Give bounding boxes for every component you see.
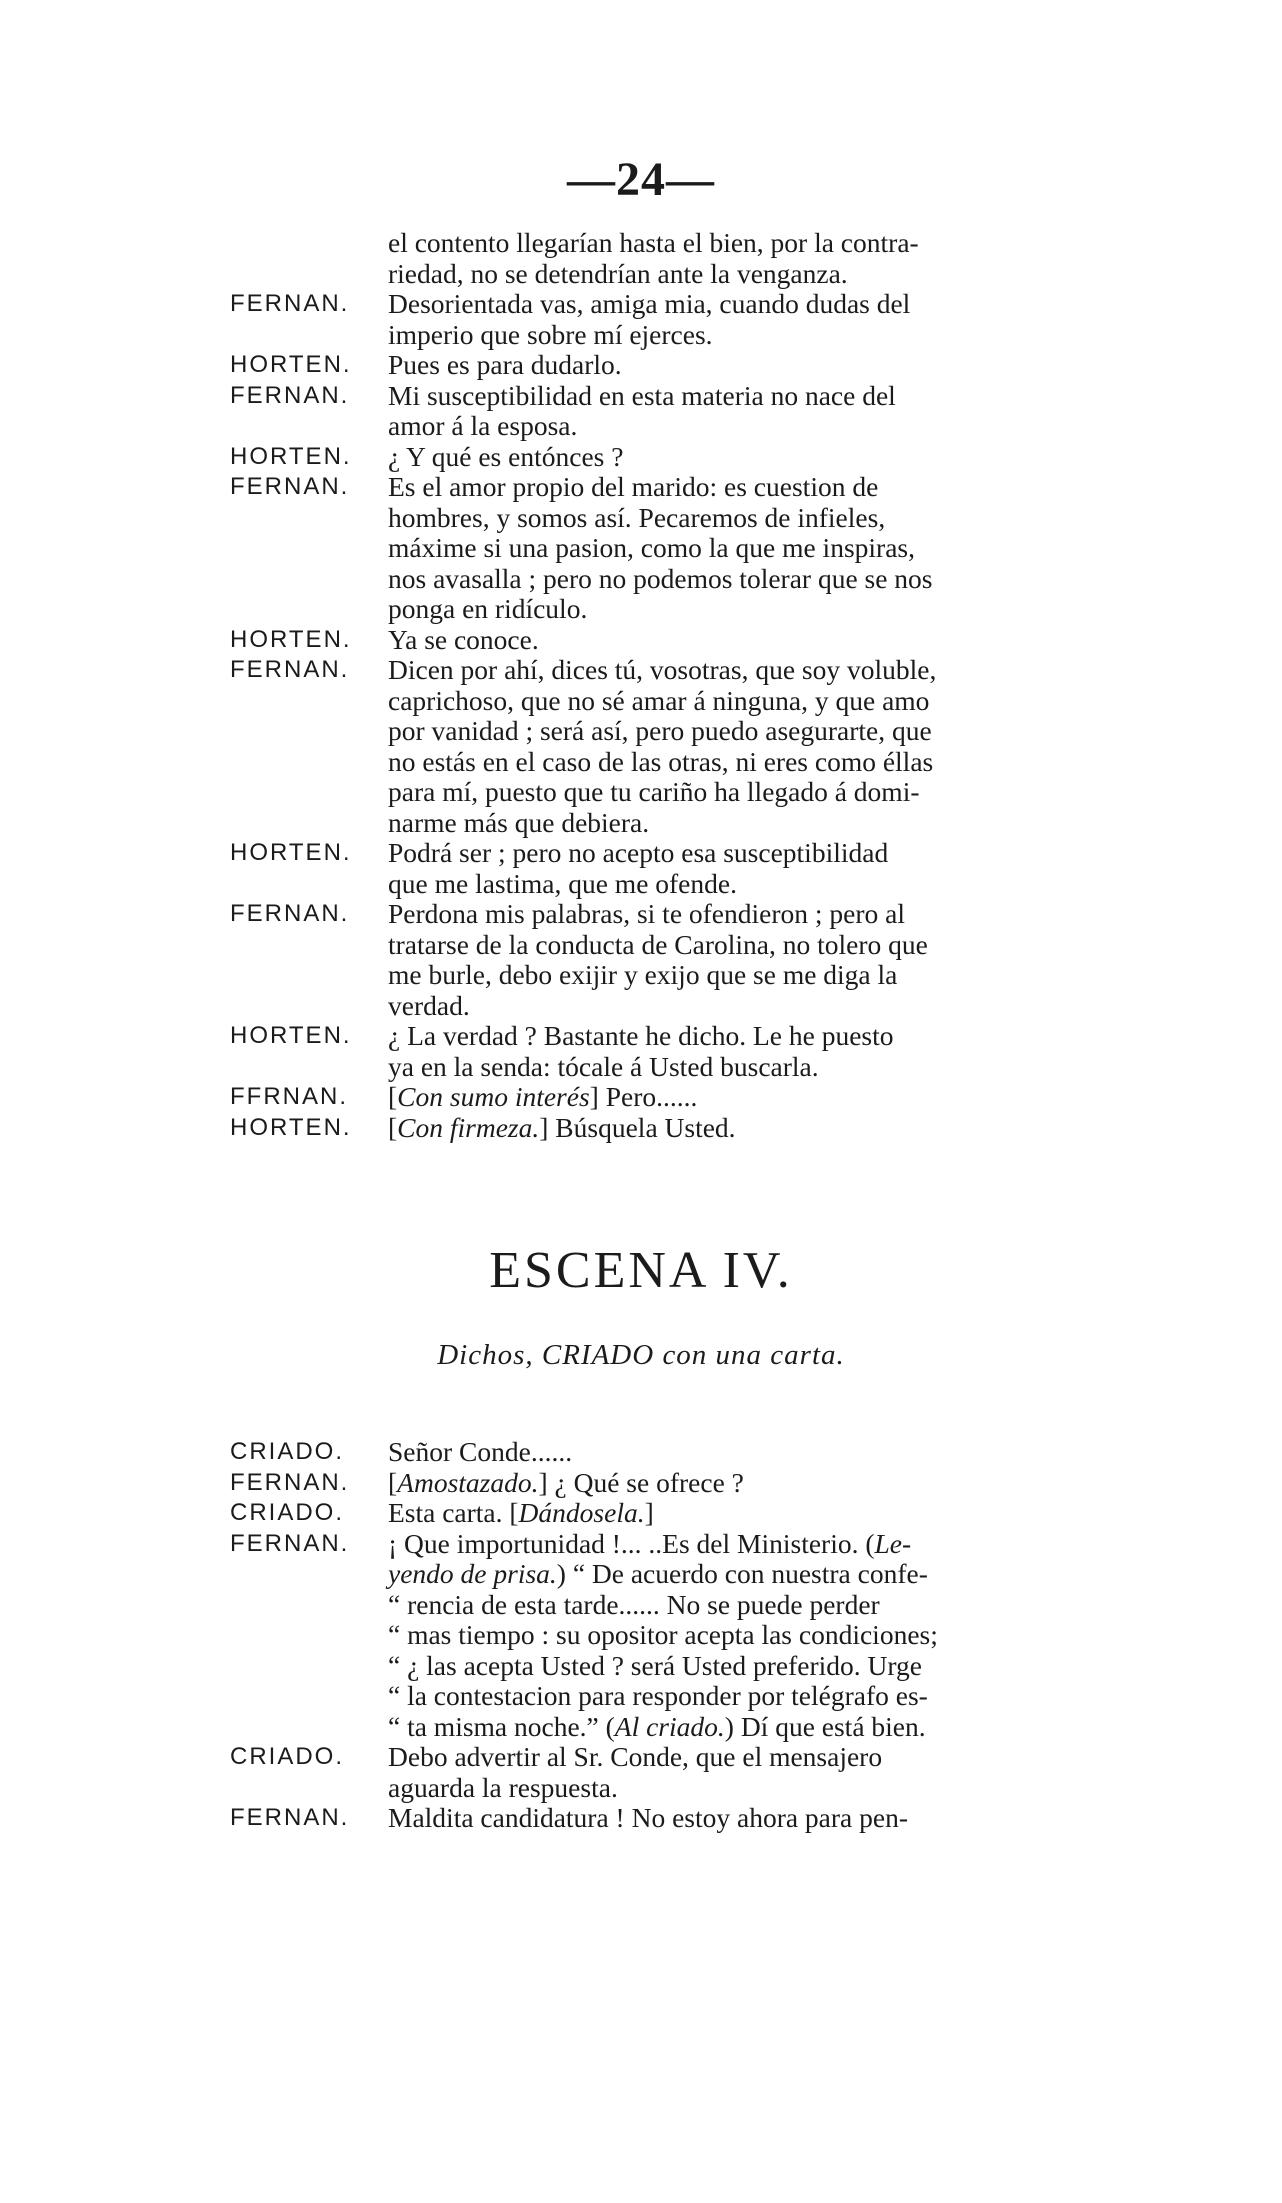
line-text: me burle, debo exijir y exijo que se me diga la: [388, 959, 898, 990]
speaker-name: FERNAN.: [230, 1529, 350, 1557]
line-text: ¿ Y qué es entónces ?: [388, 440, 624, 472]
stage-direction: Dándosela.: [518, 1497, 645, 1528]
line-text: Debo advertir al Sr. Conde, que el mensajero: [388, 1741, 883, 1772]
line-text: para mí, puesto que tu cariño ha llegado á domi-: [388, 776, 920, 807]
stage-direction: yendo de prisa.: [388, 1558, 557, 1589]
line-text: nos avasalla ; pero no podemos tolerar que se nos: [388, 562, 933, 594]
line-text: [388, 1113, 736, 1144]
line-text: “ rencia de esta tarde...... No se puede perder: [388, 1588, 880, 1620]
line-text: el contento llegarían hasta el bien, por la contra-: [388, 227, 919, 258]
dialogue-line: [230, 259, 1210, 290]
dialogue-line: [230, 411, 1210, 442]
dialogue-line: [230, 564, 1210, 595]
speaker-name: FERNAN.: [230, 1804, 350, 1831]
speaker-name: HORTEN.: [230, 1113, 352, 1141]
stage-direction: Con sumo interés: [397, 1081, 590, 1112]
speaker-name: FERNAN.: [230, 473, 350, 500]
line-text: que me lastima, que me ofende.: [388, 867, 737, 899]
speaker-name: CRIADO.: [230, 1499, 345, 1526]
line-text-plain: ]: [644, 1497, 654, 1528]
line-text: [388, 1559, 928, 1590]
line-text: Ya se conoce.: [388, 623, 539, 655]
dialogue-line: [230, 1651, 1210, 1682]
dialogue-line: [230, 320, 1210, 351]
line-text-plain: ] ¿ Qué se ofrece ?: [538, 1466, 744, 1498]
line-text: Desorientada vas, amiga mia, cuando dudas del: [388, 288, 911, 319]
speaker-name: HORTEN.: [230, 625, 352, 653]
speaker-name: HORTEN.: [230, 442, 352, 470]
dialogue-line: [230, 1742, 1210, 1773]
stage-direction: Amostazado.: [397, 1466, 539, 1498]
line-text: “ la contestacion para responder por telégrafo es-: [388, 1680, 928, 1711]
line-text: ponga en ridículo.: [388, 593, 588, 624]
speaker-name: FERNAN.: [230, 900, 350, 927]
line-text: Pues es para dudarlo.: [388, 349, 622, 380]
dialogue-line: [230, 869, 1210, 900]
dialogue-line: [230, 1590, 1210, 1621]
dialogue-line: [230, 838, 1210, 869]
line-text: tratarse de la conducta de Carolina, no tolero que: [388, 928, 928, 960]
dialogue-line: [230, 350, 1210, 381]
line-text-plain: ] Búsquela Usted.: [539, 1111, 736, 1143]
dialogue-line: [230, 1052, 1210, 1083]
dialogue-line: [230, 228, 1210, 259]
line-text: “ ¿ las acepta Usted ? será Usted preferido. Urge: [388, 1649, 922, 1681]
line-text-plain: ) “ De acuerdo con nuestra confe-: [556, 1558, 928, 1589]
dialogue-line: [230, 625, 1210, 656]
dialogue-line: [230, 1113, 1210, 1144]
speaker-name: FERNAN.: [230, 381, 350, 409]
speaker-name: FFRNAN.: [230, 1083, 348, 1110]
dialogue-line: [230, 1529, 1210, 1560]
dialogue-line: [230, 991, 1210, 1022]
line-text-plain: ] Pero......: [589, 1081, 698, 1112]
line-text-plain: “ ta misma noche.” (: [388, 1710, 615, 1742]
dialogue-line: [230, 930, 1210, 961]
dialogue-line: [230, 808, 1210, 839]
line-text: Mi susceptibilidad en esta materia no nace del: [388, 379, 896, 411]
dialogue-line: [230, 1498, 1210, 1529]
line-text-plain: [: [388, 1081, 398, 1112]
line-text: [388, 1498, 654, 1529]
stage-direction: Con firmeza.: [397, 1111, 540, 1143]
dialogue-line: [230, 1773, 1210, 1804]
line-text: riedad, no se detendrían ante la venganza.: [388, 257, 848, 289]
speaker-name: FERNAN.: [230, 1468, 350, 1496]
scene-title: ESCENA IV.: [489, 1242, 793, 1299]
dialogue-line: [230, 1082, 1210, 1113]
dialogue-line: [230, 442, 1210, 473]
line-text: verdad.: [388, 989, 470, 1021]
line-text: [388, 1468, 744, 1499]
speaker-name: HORTEN.: [230, 351, 352, 378]
dialogue-block-top: [230, 228, 1210, 1143]
line-text: Señor Conde......: [388, 1436, 573, 1467]
dialogue-line: [230, 716, 1210, 747]
line-text-plain: [: [388, 1466, 398, 1498]
dialogue-line: [230, 381, 1210, 412]
line-text: imperio que sobre mí ejerces.: [388, 318, 713, 350]
speaker-name: FERNAN.: [230, 290, 350, 317]
dialogue-line: [230, 1437, 1210, 1468]
dialogue-line: [230, 1559, 1210, 1590]
line-text-plain: Esta carta. [: [388, 1497, 519, 1528]
dialogue-line: [230, 472, 1210, 503]
dialogue-line: [230, 1712, 1210, 1743]
line-text: por vanidad ; será así, pero puedo asegurarte, que: [388, 715, 932, 746]
dialogue-line: [230, 533, 1210, 564]
dialogue-line: [230, 960, 1210, 991]
line-text: [388, 1712, 926, 1743]
line-text: hombres, y somos así. Pecaremos de infieles,: [388, 501, 886, 533]
dialogue-line: [230, 1620, 1210, 1651]
line-text: [388, 1529, 911, 1560]
speaker-name: CRIADO.: [230, 1743, 345, 1770]
dialogue-line: [230, 503, 1210, 534]
dialogue-line: [230, 289, 1210, 320]
dialogue-block-bottom: [230, 1437, 1210, 1834]
line-text: [388, 1082, 697, 1113]
line-text: máxime si una pasion, como la que me inspiras,: [388, 532, 915, 563]
line-text: no estás en el caso de las otras, ni eres como éllas: [388, 745, 934, 777]
line-text-plain: ) Dí que está bien.: [724, 1710, 926, 1742]
line-text: caprichoso, que no sé amar á ninguna, y que amo: [388, 684, 930, 716]
dialogue-line: [230, 1803, 1210, 1834]
line-text: Perdona mis palabras, si te ofendieron ; pero al: [388, 898, 905, 929]
speaker-name: CRIADO.: [230, 1438, 345, 1465]
line-text: Es el amor propio del marido: es cuestion de: [388, 471, 879, 502]
line-text: Dicen por ahí, dices tú, vosotras, que soy voluble,: [388, 654, 937, 685]
line-text: aguarda la respuesta.: [388, 1771, 618, 1803]
dialogue-line: [230, 899, 1210, 930]
line-text-plain: [: [388, 1111, 398, 1143]
dialogue-line: [230, 686, 1210, 717]
speaker-name: HORTEN.: [230, 839, 352, 866]
dialogue-line: [230, 594, 1210, 625]
dialogue-line: [230, 1681, 1210, 1712]
line-text: ya en la senda: tócale á Usted buscarla.: [388, 1050, 819, 1082]
dialogue-line: [230, 655, 1210, 686]
line-text: “ mas tiempo : su opositor acepta las condiciones;: [388, 1619, 938, 1650]
page-number: —24—: [567, 153, 715, 206]
stage-direction: Le-: [874, 1527, 912, 1559]
dialogue-line: [230, 777, 1210, 808]
scene-subtitle: Dichos, CRIADO con una carta.: [437, 1339, 845, 1371]
line-text: narme más que debiera.: [388, 806, 650, 838]
line-text: ¿ La verdad ? Bastante he dicho. Le he puesto: [388, 1020, 894, 1051]
speaker-name: HORTEN.: [230, 1022, 352, 1049]
speaker-name: FERNAN.: [230, 656, 350, 683]
line-text-plain: ¡ Que importunidad !... ..Es del Ministerio. (: [388, 1527, 875, 1559]
line-text: Podrá ser ; pero no acepto esa susceptibilidad: [388, 837, 889, 868]
dialogue-line: [230, 1021, 1210, 1052]
stage-direction: Al criado.: [614, 1710, 725, 1742]
dialogue-line: [230, 1468, 1210, 1499]
line-text: amor á la esposa.: [388, 410, 578, 441]
line-text: Maldita candidatura ! No estoy ahora para pen-: [388, 1802, 908, 1833]
dialogue-line: [230, 747, 1210, 778]
